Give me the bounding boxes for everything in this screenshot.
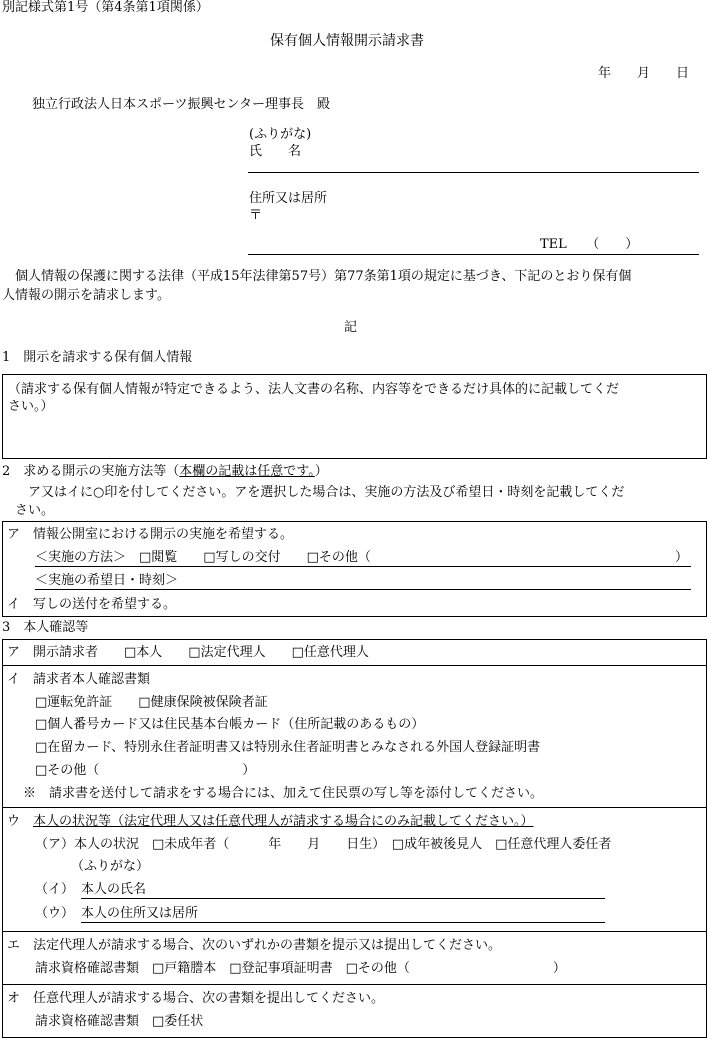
requested-info-hint-2: さい。） — [8, 399, 54, 414]
legal-rep-docs-line[interactable]: 請求資格確認書類 □戸籍謄本 □登記事項証明書 □その他（ ） — [35, 961, 566, 976]
ki-heading: 記 — [344, 320, 358, 335]
date-time-underline — [35, 589, 691, 590]
address-field-line[interactable] — [248, 254, 699, 255]
section-1-heading: 1 開示を請求する保有個人情報 — [2, 350, 193, 365]
form-code: 別記様式第1号（第4条第1項関係） — [2, 0, 209, 15]
principal-name-prefix: （イ） — [35, 882, 75, 897]
principal-furigana: （ふりがな） — [71, 859, 150, 874]
name-label: 氏 名 — [249, 144, 302, 159]
id-docs-line-4[interactable]: □その他（ ） — [35, 763, 256, 778]
principal-status-line[interactable]: （ア）本人の状況 □未成年者（ 年 月 日生） □成年被後見人 □任意代理人委任者 — [35, 837, 612, 852]
furigana-label: (ふりがな) — [249, 127, 312, 142]
voluntary-rep-docs-line[interactable]: 請求資格確認書類 □委任状 — [35, 1014, 204, 1029]
address-label: 住所又は居所 — [249, 191, 328, 206]
date-time-line[interactable]: ＜実施の希望日・時刻＞ — [35, 573, 179, 588]
requested-info-hint-1: （請求する保有個人情報が特定できるよう、法人文書の名称、内容等をできるだけ具体的に記載してくだ — [8, 382, 620, 397]
section-2-instruction-1: ア又はイに○印を付してください。アを選択した場合は、実施の方法及び希望日・時刻を記載してくだ — [2, 485, 625, 500]
postal-mark: 〒 — [249, 208, 263, 223]
principal-address-label: 本人の住所又は居所 — [81, 906, 199, 921]
divider-i — [3, 807, 706, 808]
disclosure-method-box — [2, 521, 707, 617]
method-underline — [35, 566, 691, 567]
date-label: 年 月 日 — [598, 66, 690, 81]
section-2-heading: 2 求める開示の実施方法等（本欄の記載は任意です。） — [2, 464, 328, 479]
method-line[interactable]: ＜実施の方法＞ □閲覧 □写しの交付 □その他（ — [35, 550, 371, 565]
id-docs-note: ※ 請求書を送付して請求をする場合には、加えて住民票の写し等を添付してください。 — [23, 786, 544, 801]
id-docs-line-1[interactable]: □運転免許証 □健康保険被保険者証 — [35, 695, 268, 710]
section-2-instruction-2: さい。 — [2, 503, 55, 518]
identity-box — [2, 639, 707, 1038]
option-i-line[interactable]: イ 写しの送付を希望する。 — [7, 597, 177, 612]
intro-line-1: 個人情報の保護に関する法律（平成15年法律第57号）第77条第1項の規定に基づき、下記のとおり保有個 — [2, 269, 632, 284]
tel-label: TEL （ ） — [540, 237, 639, 252]
divider-e — [3, 984, 706, 985]
divider-u — [3, 931, 706, 932]
method-close: ） — [675, 550, 689, 565]
page-title: 保有個人情報開示請求書 — [270, 33, 424, 49]
principal-address-prefix: （ウ） — [35, 906, 75, 921]
requester-type-line[interactable]: ア 開示請求者 □本人 □法定代理人 □任意代理人 — [7, 645, 369, 660]
principal-address-line[interactable] — [81, 922, 605, 923]
name-field-line[interactable] — [248, 172, 699, 173]
principal-name-line[interactable] — [81, 898, 605, 899]
option-a-line[interactable]: ア 情報公開室における開示の実施を希望する。 — [7, 527, 294, 542]
principal-name-label: 本人の氏名 — [81, 882, 147, 897]
divider-a — [3, 665, 706, 666]
intro-line-2: 人情報の開示を請求します。 — [2, 288, 170, 303]
requested-info-box[interactable] — [2, 374, 707, 459]
id-docs-title: イ 請求者本人確認書類 — [7, 672, 151, 687]
addressee: 独立行政法人日本スポーツ振興センター理事長 殿 — [32, 97, 330, 112]
principal-status-title: ウ 本人の状況等（法定代理人又は任意代理人が請求する場合にのみ記載してください。） — [7, 814, 534, 829]
voluntary-rep-title: オ 任意代理人が請求する場合、次の書類を提出してください。 — [7, 991, 385, 1006]
id-docs-line-3[interactable]: □在留カード、特別永住者証明書又は特別永住者証明書とみなされる外国人登録証明書 — [35, 740, 541, 755]
id-docs-line-2[interactable]: □個人番号カード又は住民基本台帳カード（住所記載のあるもの） — [35, 717, 425, 732]
section-3-heading: 3 本人確認等 — [2, 620, 89, 635]
legal-rep-title: エ 法定代理人が請求する場合、次のいずれかの書類を提示又は提出してください。 — [7, 938, 502, 953]
